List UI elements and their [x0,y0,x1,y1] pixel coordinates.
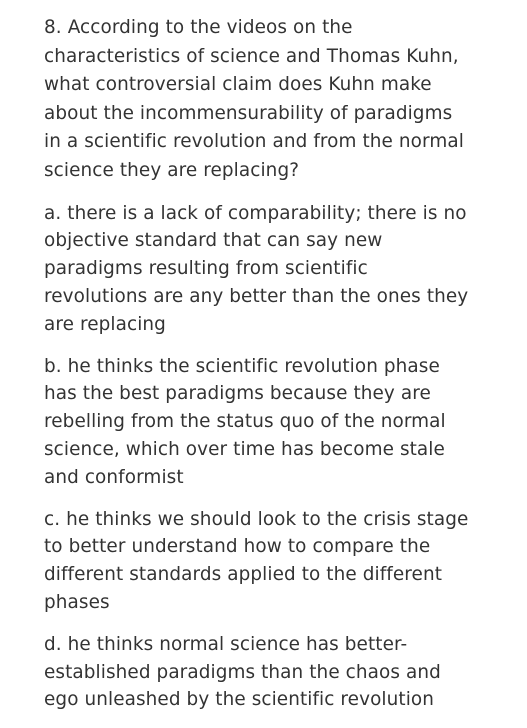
question-text: 8. According to the videos on the characteristics of science and Thomas Kuhn, what controversial claim does Kuhn make about the incommensurability of paradigms in a scientific revolution and from the normal science they are replacing? [44,17,464,181]
option-b[interactable]: b. he thinks the scientific revolution phase has the best paradigms because they are rebelling from the status quo of the normal science, which over time has become stale and conformist [44,355,446,488]
option-a[interactable]: a. there is a lack of comparability; there is no objective standard that can say new paradigms resulting from scientific revolutions are any better than the ones they are replacing [44,202,469,335]
option-d[interactable]: d. he thinks normal science has better- established paradigms than the chaos and ego unleashed by the scientific revolution [44,633,441,711]
answer-options [44,200,514,715]
question-card [44,14,514,728]
option-c[interactable]: c. he thinks we should look to the crisis stage to better understand how to compare the different standards applied to the different phases [44,508,469,613]
